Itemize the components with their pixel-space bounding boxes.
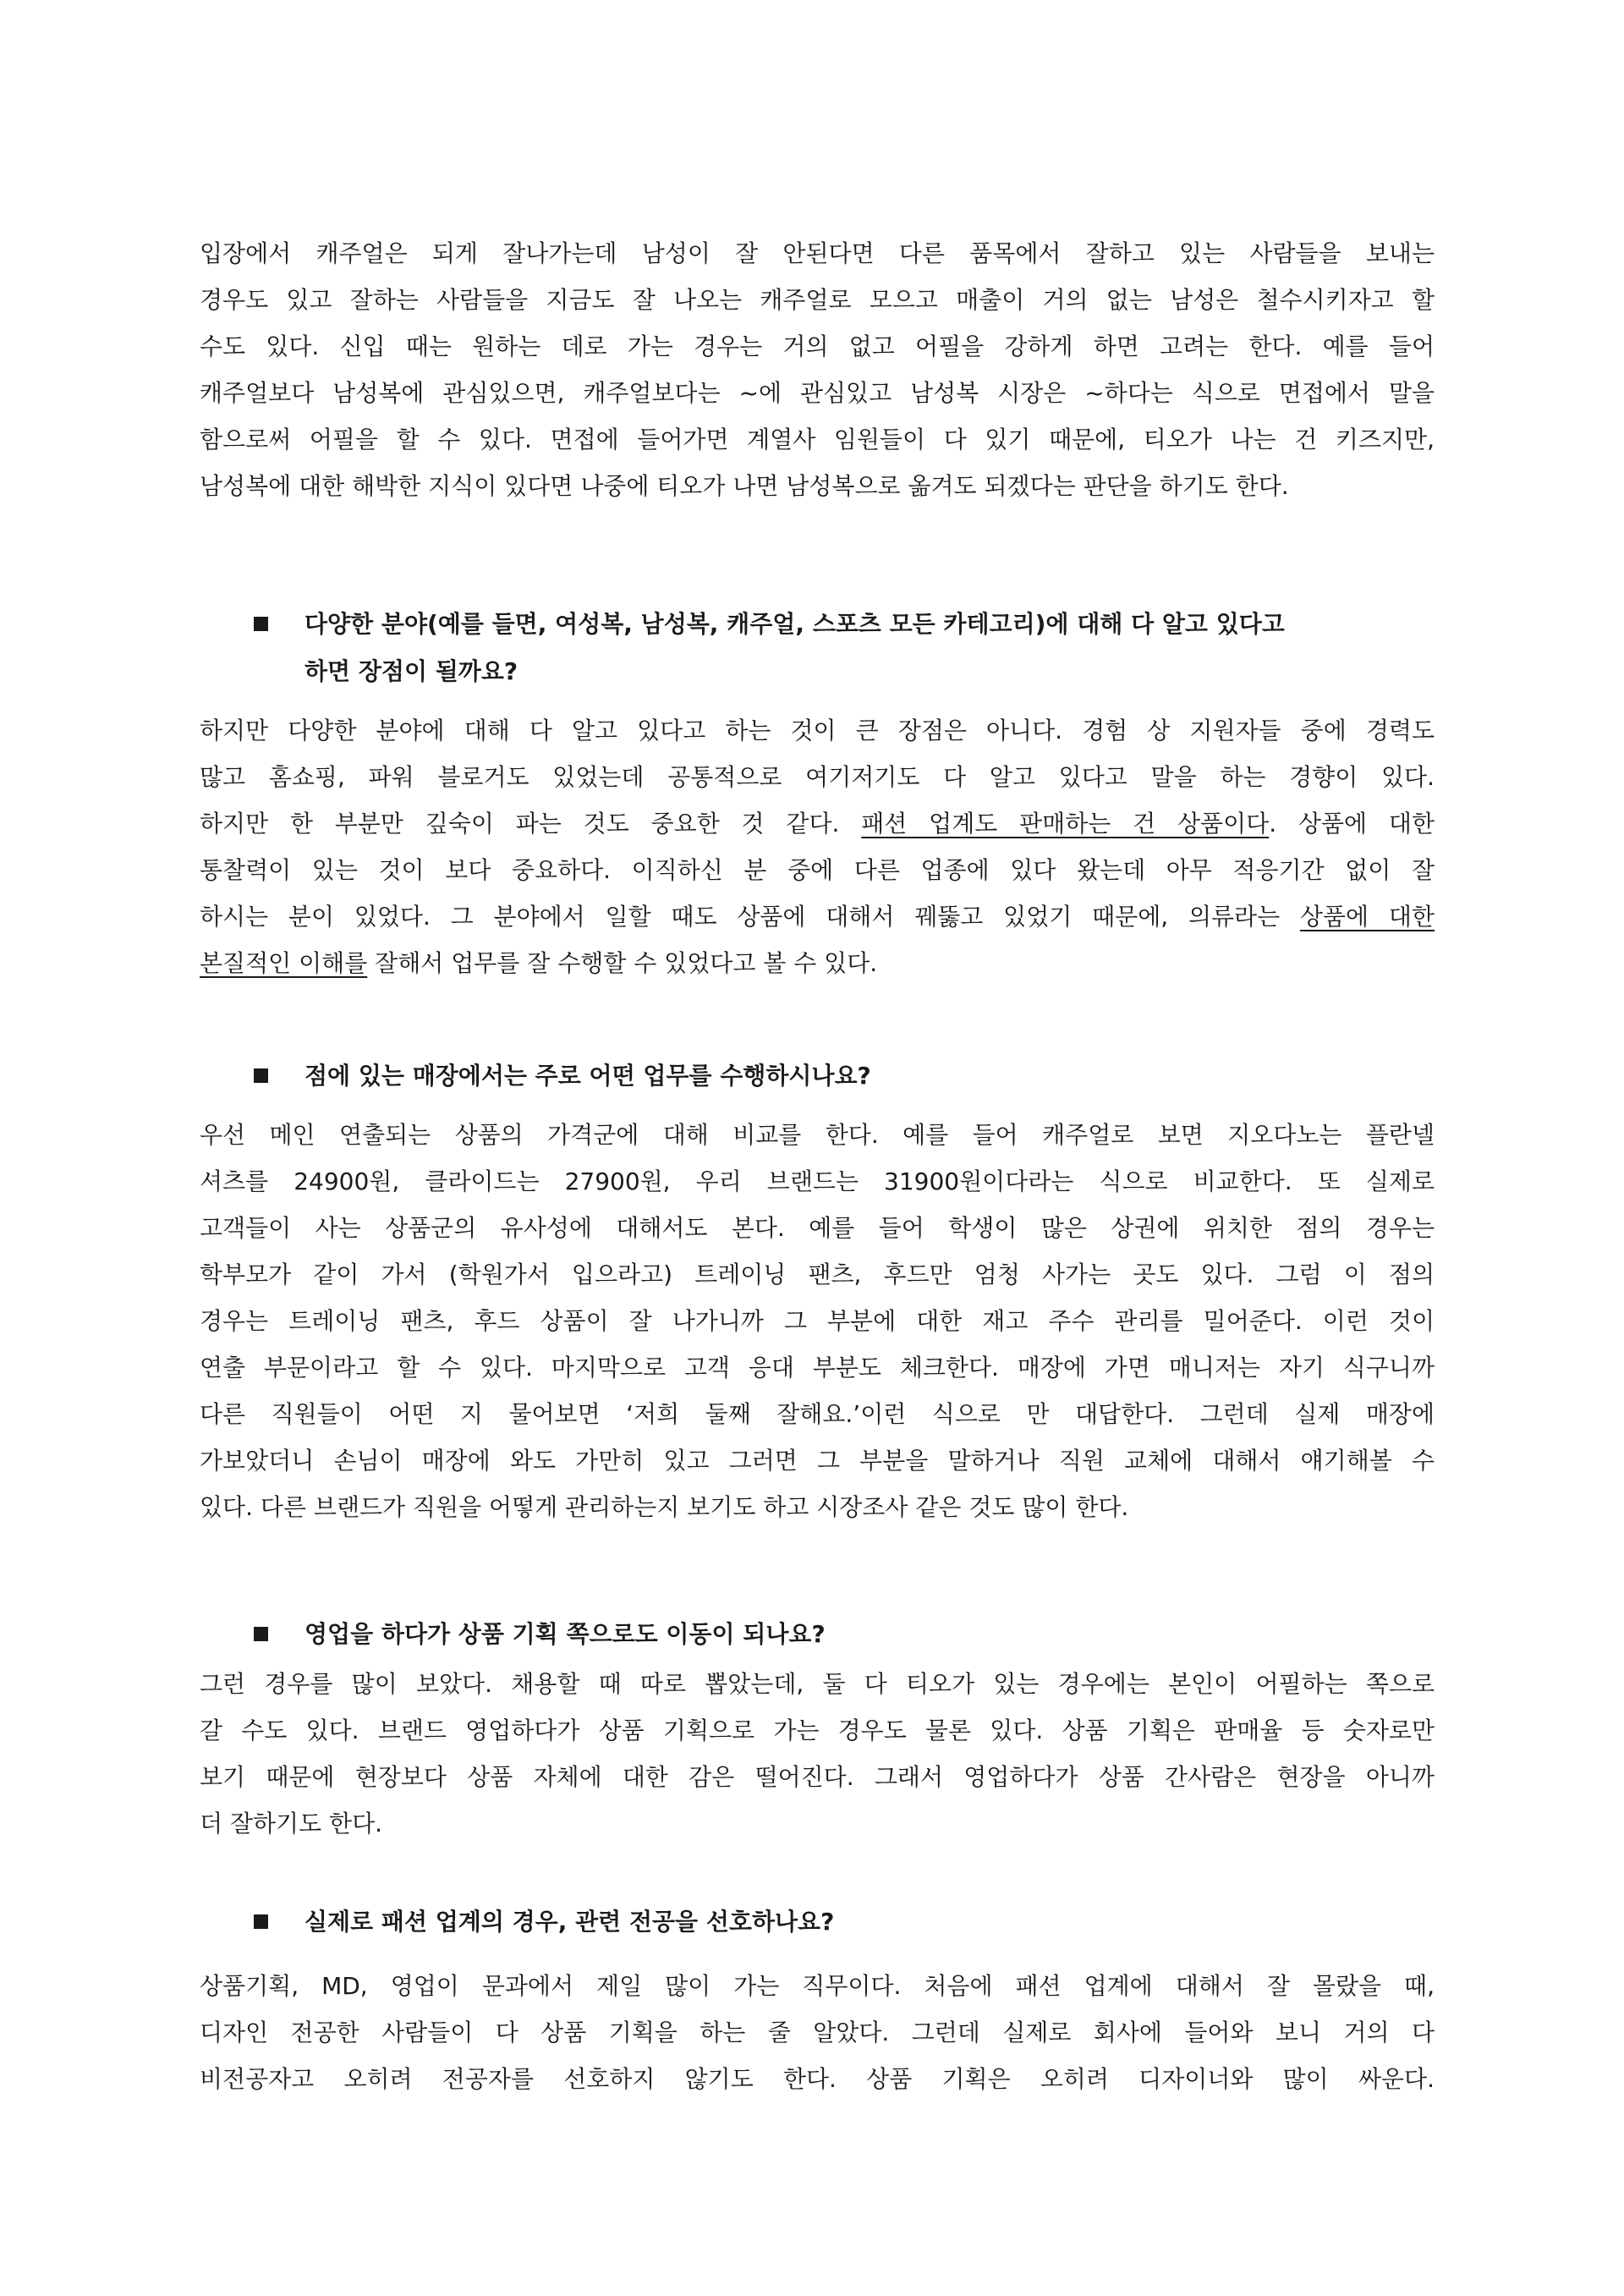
intro-line-2: 경우도 있고 잘하는 사람들을 지금도 잘 나오는 캐주얼로 모으고 매출이 거의 없는 남성은 철수시키자고 할 [200,286,1435,314]
answer-2-line-8: 가보았더니 손님이 매장에 와도 가만히 있고 그러면 그 부분을 말하거나 직원 교체에 대해서 얘기해볼 수 [200,1447,1435,1475]
square-bullet-icon [254,1068,268,1083]
answer-3-paragraph [200,1661,1435,1847]
intro-line-4: 캐주얼보다 남성복에 관심있으면, 캐주얼보다는 ~에 관심있고 남성복 시장은 ~하다는 식으로 면접에서 말을 [200,379,1435,407]
answer-1-line-4: 통찰력이 있는 것이 보다 중요하다. 이직하신 분 중에 다른 업종에 있다 왔는데 아무 적응기간 없이 잘 [200,856,1435,884]
underlined-phrase-2b: 본질적인 이해를 [200,949,368,977]
question-1-line-2: 하면 장점이 될까요? [304,657,518,685]
underlined-phrase-1: 패션 업계도 판매하는 건 상품이다 [861,810,1270,838]
intro-line-1: 입장에서 캐주얼은 되게 잘나가는데 남성이 잘 안된다면 다른 품목에서 잘하고 있는 사람들을 보내는 [200,239,1435,267]
answer-2-line-5: 경우는 트레이닝 팬츠, 후드 상품이 잘 나가니까 그 부분에 대한 재고 주수 관리를 밀어준다. 이런 것이 [200,1307,1435,1335]
answer-1-line-3-pre: 하지만 한 부분만 깊숙이 파는 것도 중요한 것 같다. [200,810,862,838]
question-4 [254,1898,1435,1946]
answer-2-paragraph [200,1112,1435,1530]
answer-3-line-3: 보기 때문에 현장보다 상품 자체에 대한 감은 떨어진다. 그래서 영업하다가 상품 간사람은 현장을 아니까 [200,1763,1435,1791]
question-1-line-1: 다양한 분야(예를 들면, 여성복, 남성복, 캐주얼, 스포츠 모든 카테고리)에 대해 다 알고 있다고 [304,610,1285,638]
answer-4-paragraph [200,1963,1435,2102]
answer-2-line-9: 있다. 다른 브랜드가 직원을 어떻게 관리하는지 보기도 하고 시장조사 같은 것도 많이 한다. [200,1493,1129,1521]
intro-paragraph [200,230,1435,509]
answer-2-line-7: 다른 직원들이 어떤 지 물어보면 ‘저희 둘째 잘해요.’이런 식으로 만 대답한다. 그런데 실제 매장에 [200,1400,1435,1428]
answer-3-line-2: 갈 수도 있다. 브랜드 영업하다가 상품 기획으로 가는 경우도 물론 있다. 상품 기획은 판매율 등 숫자로만 [200,1717,1435,1744]
answer-2-line-1: 우선 메인 연출되는 상품의 가격군에 대해 비교를 한다. 예를 들어 캐주얼로 보면 지오다노는 플란넬 [200,1121,1435,1149]
answer-2-line-6: 연출 부문이라고 할 수 있다. 마지막으로 고객 응대 부분도 체크한다. 매장에 가면 매니저는 자기 식구니까 [200,1354,1435,1381]
answer-4-line-3: 비전공자고 오히려 전공자를 선호하지 않기도 한다. 상품 기획은 오히려 디자이너와 많이 싸운다. [200,2065,1435,2093]
question-3-text: 영업을 하다가 상품 기획 쪽으로도 이동이 되나요? [304,1620,826,1648]
intro-line-6: 남성복에 대한 해박한 지식이 있다면 나중에 티오가 나면 남성복으로 옮겨도 되겠다는 판단을 하기도 한다. [200,472,1289,500]
answer-3-line-1: 그런 경우를 많이 보았다. 채용할 때 따로 뽑았는데, 둘 다 티오가 있는 경우에는 본인이 어필하는 쪽으로 [200,1670,1435,1698]
answer-2-line-3: 고객들이 사는 상품군의 유사성에 대해서도 본다. 예를 들어 학생이 많은 상권에 위치한 점의 경우는 [200,1214,1435,1242]
question-3 [254,1611,1435,1658]
square-bullet-icon [254,1914,268,1929]
intro-line-3: 수도 있다. 신입 때는 원하는 데로 가는 경우는 거의 없고 어필을 강하게 하면 고려는 한다. 예를 들어 [200,332,1435,360]
question-2 [254,1052,1435,1100]
intro-line-5: 함으로써 어필을 할 수 있다. 면접에 들어가면 계열사 임원들이 다 있기 때문에, 티오가 나는 건 키즈지만, [200,426,1435,453]
answer-2-line-2: 셔츠를 24900원, 클라이드는 27900원, 우리 브랜드는 31900원이다라는 식으로 비교한다. 또 실제로 [200,1167,1435,1195]
answer-1-line-5-pre: 하시는 분이 있었다. 그 분야에서 일할 때도 상품에 대해서 꿰뚫고 있었기 때문에, 의류라는 [200,903,1300,931]
answer-1-line-3 [200,800,1435,847]
question-4-text: 실제로 패션 업계의 경우, 관련 전공을 선호하나요? [304,1908,835,1936]
answer-1-line-6 [200,940,1435,986]
square-bullet-icon [254,617,268,631]
question-1 [254,601,1435,695]
answer-1-line-6-post: 잘해서 업무를 잘 수행할 수 있었다고 볼 수 있다. [367,949,878,977]
answer-4-line-2: 디자인 전공한 사람들이 다 상품 기획을 하는 줄 알았다. 그런데 실제로 회사에 들어와 보니 거의 다 [200,2019,1435,2046]
square-bullet-icon [254,1627,268,1641]
answer-1-line-3-post: . 상품에 대한 [1269,810,1435,838]
answer-2-line-4: 학부모가 같이 가서 (학원가서 입으라고) 트레이닝 팬츠, 후드만 엄청 사가는 곳도 있다. 그럼 이 점의 [200,1261,1435,1288]
underlined-phrase-2a: 상품에 대한 [1299,903,1435,931]
answer-4-line-1: 상품기획, MD, 영업이 문과에서 제일 많이 가는 직무이다. 처음에 패션 업계에 대해서 잘 몰랐을 때, [200,1972,1435,2000]
answer-1-line-1: 하지만 다양한 분야에 대해 다 알고 있다고 하는 것이 큰 장점은 아니다. 경험 상 지원자들 중에 경력도 [200,717,1435,744]
question-2-text: 점에 있는 매장에서는 주로 어떤 업무를 수행하시나요? [304,1062,871,1090]
answer-3-line-4: 더 잘하기도 한다. [200,1810,383,1837]
answer-1-line-5 [200,893,1435,940]
answer-1-line-2: 많고 홈쇼핑, 파워 블로거도 있었는데 공통적으로 여기저기도 다 알고 있다고 말을 하는 경향이 있다. [200,763,1435,791]
answer-1-paragraph [200,707,1435,986]
